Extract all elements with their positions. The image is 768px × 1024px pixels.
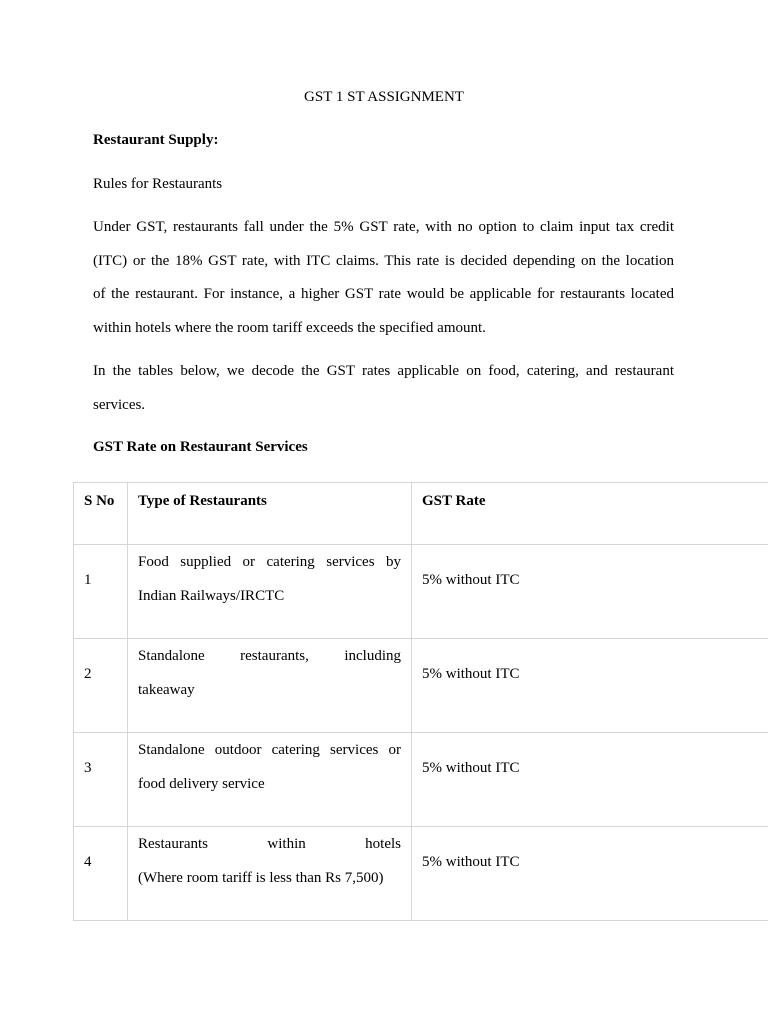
paragraph-line: In the tables below, we decode the GST rates applicable on food, catering, and restaurant: [93, 363, 674, 379]
paragraph-line: of the restaurant. For instance, a higher GST rate would be applicable for restaurants located: [93, 286, 674, 302]
cell-sno: 4: [74, 827, 128, 921]
cell-rate: 5% without ITC: [412, 827, 768, 921]
header-type: Type of Restaurants: [128, 483, 412, 545]
cell-sno: 2: [74, 639, 128, 733]
table-row: [74, 639, 768, 733]
paragraph-line: Under GST, restaurants fall under the 5% GST rate, with no option to claim input tax credit: [93, 219, 674, 235]
document-title: GST 1 ST ASSIGNMENT: [304, 89, 464, 105]
cell-sno: 1: [74, 545, 128, 639]
cell-rate: 5% without ITC: [412, 639, 768, 733]
paragraph-tables-intro: [93, 362, 674, 429]
cell-rate: 5% without ITC: [412, 733, 768, 827]
table-row: [74, 827, 768, 921]
header-rate: GST Rate: [412, 483, 768, 545]
cell-type: Food supplied or catering services by Indian Railways/IRCTC: [128, 545, 412, 639]
paragraph-line: within hotels where the room tariff exceeds the specified amount.: [93, 319, 486, 336]
cell-type: Standalone outdoor catering services or food delivery service: [128, 733, 412, 827]
table-heading: GST Rate on Restaurant Services: [93, 439, 308, 455]
paragraph-itc-rules: [93, 218, 674, 352]
gst-rate-table: [73, 482, 768, 921]
paragraph-line: (ITC) or the 18% GST rate, with ITC claims. This rate is decided depending on the location: [93, 252, 674, 269]
header-sno: S No: [74, 483, 128, 545]
section-heading: Restaurant Supply:: [93, 132, 219, 148]
table-row: [74, 733, 768, 827]
paragraph-line: services.: [93, 396, 146, 413]
cell-sno: 3: [74, 733, 128, 827]
cell-rate: 5% without ITC: [412, 545, 768, 639]
subheading: Rules for Restaurants: [93, 176, 223, 192]
cell-type: Standalone restaurants, including takeaway: [128, 639, 412, 733]
cell-type: Restaurants within hotels (Where room tariff is less than Rs 7,500): [128, 827, 412, 921]
table-header-row: [74, 483, 768, 545]
table-row: [74, 545, 768, 639]
